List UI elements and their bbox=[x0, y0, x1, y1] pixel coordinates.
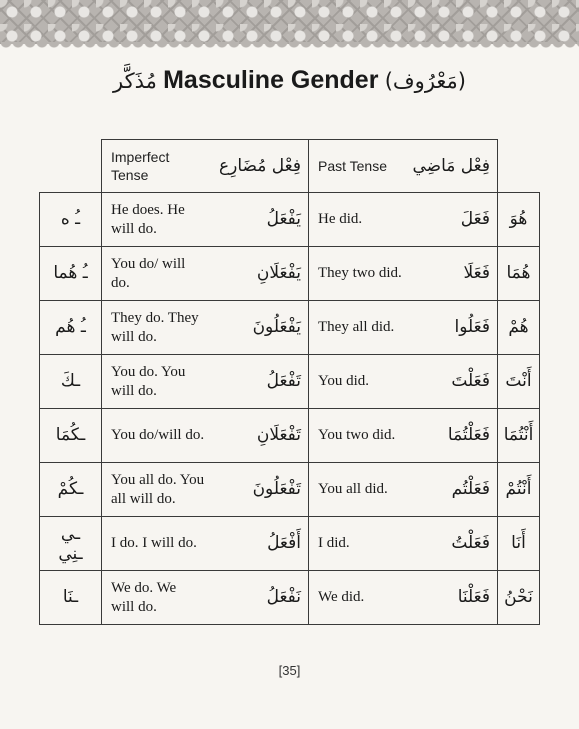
table-row bbox=[40, 193, 540, 247]
header-imperfect bbox=[102, 140, 309, 193]
imperfect-cell bbox=[102, 355, 309, 409]
past-cell bbox=[309, 571, 498, 625]
past-cell bbox=[309, 517, 498, 571]
past-cell bbox=[309, 193, 498, 247]
imperfect-en: I do. I will do. bbox=[111, 535, 197, 551]
past-en: He did. bbox=[318, 211, 363, 227]
pronoun-text: نَحْنُ bbox=[504, 587, 533, 607]
suffix-text: ـكَ bbox=[60, 371, 81, 391]
imperfect-ar: تَفْعَلُ bbox=[266, 371, 301, 391]
table-row bbox=[40, 571, 540, 625]
imperfect-en: They do. They will do. bbox=[111, 309, 199, 345]
imperfect-ar: يَفْعَلَانِ bbox=[256, 263, 301, 283]
suffix-text: ـي bbox=[60, 523, 81, 544]
title-english: Masculine Gender bbox=[163, 66, 379, 94]
table-row bbox=[40, 463, 540, 517]
suffix-text: ـُ هُم bbox=[55, 317, 86, 337]
past-ar: فَعَلَا bbox=[463, 263, 490, 283]
past-ar: فَعَلْتُم bbox=[451, 479, 490, 499]
imperfect-ar: يَفْعَلُ bbox=[266, 209, 301, 229]
suffix-cell bbox=[40, 571, 102, 625]
decorative-banner bbox=[0, 0, 579, 44]
suffix-text: ـُ ه bbox=[60, 209, 81, 229]
header-imperfect-ar: فِعْل مُضَارِع bbox=[219, 155, 301, 176]
header-imperfect-en: Imperfect Tense bbox=[111, 149, 170, 183]
suffix-cell bbox=[40, 409, 102, 463]
pronoun-text: أَنْتَ bbox=[505, 371, 532, 391]
imperfect-en: We do. We will do. bbox=[111, 579, 177, 615]
title-arabic-lead: مُذَكَّر bbox=[112, 69, 157, 93]
pronoun-text: أَنَا bbox=[511, 533, 526, 553]
past-en: We did. bbox=[318, 589, 365, 605]
pronoun-text: هُمْ bbox=[508, 317, 529, 337]
pronoun-cell bbox=[498, 517, 540, 571]
imperfect-ar: تَفْعَلَانِ bbox=[256, 425, 301, 445]
imperfect-cell bbox=[102, 517, 309, 571]
past-en: I did. bbox=[318, 535, 350, 551]
suffix-text: ـكُمْ bbox=[57, 479, 84, 499]
past-ar: فَعَلْتُمَا bbox=[447, 425, 490, 445]
past-cell bbox=[309, 355, 498, 409]
suffix-cell bbox=[40, 517, 102, 571]
suffix-cell bbox=[40, 301, 102, 355]
imperfect-cell bbox=[102, 463, 309, 517]
page-title bbox=[0, 66, 579, 95]
past-cell bbox=[309, 409, 498, 463]
header-past bbox=[309, 140, 498, 193]
table-row bbox=[40, 517, 540, 571]
pronoun-cell bbox=[498, 193, 540, 247]
header-past-en: Past Tense bbox=[318, 158, 388, 174]
table-row bbox=[40, 301, 540, 355]
past-en: They two did. bbox=[318, 265, 402, 281]
imperfect-ar: نَفْعَلُ bbox=[266, 587, 301, 607]
past-en: You did. bbox=[318, 373, 369, 389]
page-number: [35] bbox=[278, 663, 301, 678]
pronoun-cell bbox=[498, 247, 540, 301]
past-ar: فَعَلْتَ bbox=[451, 371, 490, 391]
past-ar: فَعَلْتُ bbox=[451, 533, 490, 553]
imperfect-cell bbox=[102, 193, 309, 247]
suffix-cell bbox=[40, 193, 102, 247]
pronoun-text: أَنْتُمْ bbox=[505, 479, 532, 499]
past-en: They all did. bbox=[318, 319, 395, 335]
pronoun-text: أَنْتُمَا bbox=[503, 425, 534, 445]
suffix-text-alt: ـنِي bbox=[58, 543, 83, 564]
pronoun-cell bbox=[498, 409, 540, 463]
imperfect-en: You all do. You all will do. bbox=[111, 471, 205, 507]
past-en: You all did. bbox=[318, 481, 388, 497]
suffix-cell bbox=[40, 355, 102, 409]
imperfect-en: You do. You will do. bbox=[111, 363, 186, 399]
past-ar: فَعَلُوا bbox=[454, 317, 490, 337]
table-row bbox=[40, 409, 540, 463]
past-ar: فَعَلَ bbox=[460, 209, 490, 229]
imperfect-ar: أَفْعَلُ bbox=[267, 533, 301, 553]
imperfect-cell bbox=[102, 301, 309, 355]
imperfect-cell bbox=[102, 247, 309, 301]
imperfect-cell bbox=[102, 409, 309, 463]
pronoun-text: هُوَ bbox=[509, 209, 528, 229]
pronoun-cell bbox=[498, 301, 540, 355]
table-row bbox=[40, 247, 540, 301]
past-en: You two did. bbox=[318, 427, 396, 443]
pronoun-cell bbox=[498, 355, 540, 409]
table-row bbox=[40, 355, 540, 409]
header-row bbox=[40, 140, 540, 193]
imperfect-en: You do/will do. bbox=[111, 427, 205, 443]
past-cell bbox=[309, 301, 498, 355]
past-ar: فَعَلْنَا bbox=[457, 587, 490, 607]
header-past-ar: فِعْل مَاضِي bbox=[412, 155, 490, 176]
imperfect-ar: تَفْعَلُونَ bbox=[252, 479, 301, 499]
suffix-text: ـنَا bbox=[62, 587, 79, 607]
pronoun-cell bbox=[498, 463, 540, 517]
suffix-cell bbox=[40, 247, 102, 301]
imperfect-ar: يَفْعَلُونَ bbox=[252, 317, 301, 337]
suffix-cell bbox=[40, 463, 102, 517]
conjugation-table bbox=[39, 139, 540, 625]
past-cell bbox=[309, 247, 498, 301]
imperfect-cell bbox=[102, 571, 309, 625]
pronoun-cell bbox=[498, 571, 540, 625]
header-blank-left bbox=[40, 140, 102, 193]
imperfect-en: You do/ will do. bbox=[111, 255, 186, 291]
past-cell bbox=[309, 463, 498, 517]
title-arabic-paren: (مَعْرُوف) bbox=[384, 69, 466, 93]
pronoun-text: هُمَا bbox=[506, 263, 531, 283]
header-blank-right bbox=[498, 140, 540, 193]
suffix-text: ـُ هُما bbox=[53, 263, 88, 283]
suffix-text: ـكُمَا bbox=[55, 425, 86, 445]
imperfect-en: He does. He will do. bbox=[111, 201, 185, 237]
